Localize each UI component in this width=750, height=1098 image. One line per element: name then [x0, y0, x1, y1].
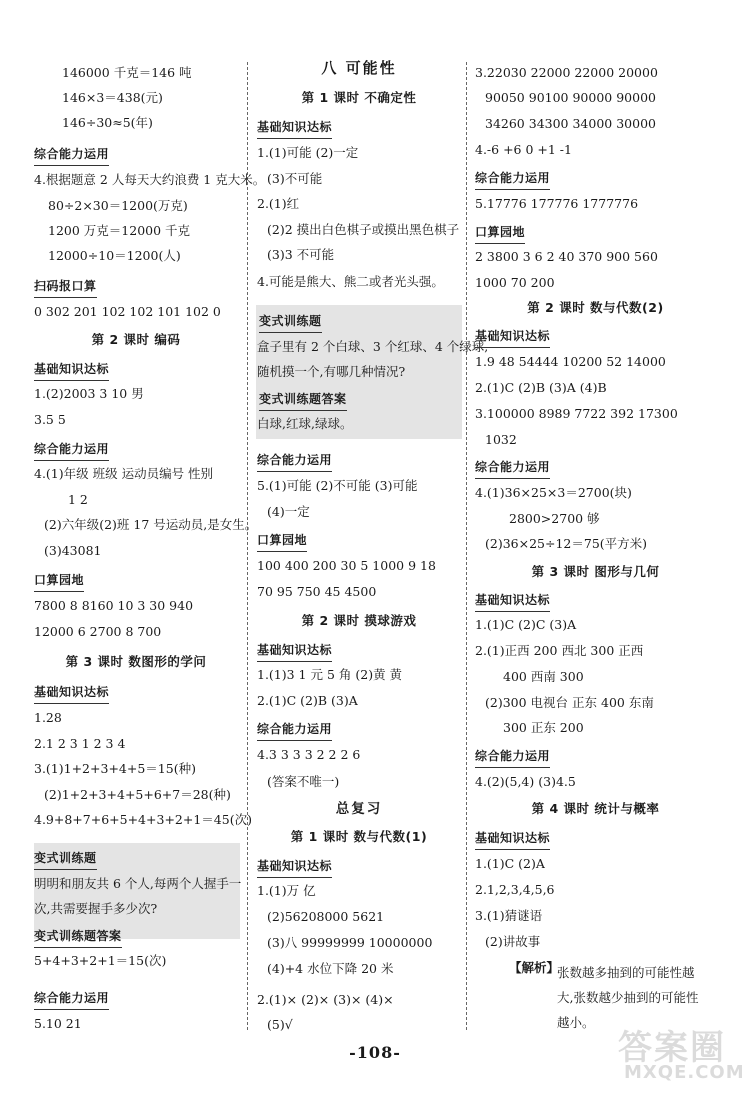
watermark-line2: MXQE.COM: [624, 1062, 745, 1083]
answer-line: (2)36×25÷12＝75(平方米): [485, 536, 648, 551]
answer-line: 2.(1)红: [257, 196, 300, 211]
section-heading: 基础知识达标: [257, 120, 333, 134]
review-title: 总复习: [335, 801, 383, 817]
section-heading: 基础知识达标: [257, 859, 333, 873]
answer-line: (2)六年级(2)班 17 号运动员,是女生。: [44, 517, 258, 532]
answer-line: 146÷30≈5(年): [62, 115, 153, 130]
answer-line: 2.(1)正西 200 西北 300 正西: [475, 643, 644, 658]
answer-line: 5+4+3+2+1＝15(次): [34, 953, 167, 968]
section-heading: 口算园地: [257, 533, 308, 547]
answer-line: 4.-6 +6 0 +1 -1: [475, 142, 572, 157]
answer-line: 3.(1)猜谜语: [475, 908, 543, 923]
answer-line: (2)2 摸出白色棋子或摸出黑色棋子: [267, 222, 460, 237]
section-heading: 综合能力运用: [475, 171, 551, 185]
question-line: 随机摸一个,有哪几种情况?: [257, 364, 406, 379]
section-heading: 基础知识达标: [257, 643, 333, 657]
answer-line: (2)300 电视台 正东 400 东南: [485, 695, 654, 710]
answer-line: (4)+4 水位下降 20 米: [267, 961, 394, 976]
answer-line: 2.1,2,3,4,5,6: [475, 882, 555, 897]
section-heading: 口算园地: [34, 573, 85, 587]
answer-line: 白球,红球,绿球。: [257, 416, 353, 431]
answer-line: 5.(1)可能 (2)不可能 (3)可能: [257, 478, 418, 493]
page-number: -108-: [349, 1043, 401, 1062]
lesson-title: 第 2 课时 摸球游戏: [301, 613, 417, 628]
answer-line: 2.(1)× (2)× (3)× (4)×: [257, 992, 394, 1007]
answer-line: 5.10 21: [34, 1016, 82, 1031]
answer-line: 1032: [485, 432, 517, 447]
answer-line: 2 3800 3 6 2 40 370 900 560: [475, 249, 658, 264]
answer-line: 0 302 201 102 102 101 102 0: [34, 304, 221, 319]
lesson-title: 第 2 课时 数与代数(2): [527, 300, 664, 315]
section-heading: 基础知识达标: [475, 329, 551, 343]
section-heading: 基础知识达标: [34, 685, 110, 699]
section-heading: 扫码报口算: [34, 279, 97, 293]
question-line: 盒子里有 2 个白球、3 个红球、4 个绿球,: [257, 339, 489, 354]
answer-line: 7800 8 8160 10 3 30 940: [34, 598, 194, 613]
column-divider-left: [247, 62, 248, 1030]
watermark-line1: 答案圈: [618, 1028, 726, 1068]
section-heading: 口算园地: [475, 225, 526, 239]
answer-line: 4.(2)(5,4) (3)4.5: [475, 774, 576, 789]
section-heading: 变式训练题: [259, 314, 322, 328]
answer-line: 4.3 3 3 3 2 2 2 6: [257, 747, 361, 762]
answer-line: 12000 6 2700 8 700: [34, 624, 162, 639]
section-heading: 综合能力运用: [34, 991, 110, 1005]
lesson-title: 第 3 课时 数图形的学问: [65, 654, 207, 669]
section-heading: 综合能力运用: [34, 442, 110, 456]
answer-line: (3)3 不可能: [267, 247, 335, 262]
answer-line: 4.9+8+7+6+5+4+3+2+1＝45(次): [34, 812, 252, 827]
section-heading: 综合能力运用: [257, 453, 333, 467]
section-heading: 综合能力运用: [257, 722, 333, 736]
answer-line: 80÷2×30＝1200(万克): [48, 198, 188, 213]
answer-line: 2.(1)C (2)B (3)A (4)B: [475, 380, 607, 395]
answer-line: 5.17776 177776 1777776: [475, 196, 639, 211]
answer-line: 90050 90100 90000 90000: [485, 90, 656, 105]
section-heading: 基础知识达标: [475, 593, 551, 607]
answer-line: 146×3＝438(元): [62, 90, 163, 105]
answer-line: (4)一定: [267, 504, 310, 519]
answer-line: 1.(1)C (2)A: [475, 856, 545, 871]
unit-title: 八 可能性: [321, 59, 397, 77]
answer-line: (2)讲故事: [485, 934, 541, 949]
lesson-title: 第 1 课时 不确定性: [301, 90, 417, 105]
analysis-text: 张数越多抽到的可能性越大,张数越少抽到的可能性越小。: [557, 965, 699, 1030]
answer-line: 146000 千克＝146 吨: [62, 65, 192, 80]
section-heading: 综合能力运用: [34, 147, 110, 161]
answer-line: 1.(1)万 亿: [257, 883, 316, 898]
answer-line: 1000 70 200: [475, 275, 555, 290]
answer-line: 100 400 200 30 5 1000 9 18: [257, 558, 436, 573]
answer-line: (2)56208000 5621: [267, 909, 385, 924]
answer-line: 1.9 48 54444 10200 52 14000: [475, 354, 666, 369]
answer-line: 3.(1)1+2+3+4+5＝15(种): [34, 761, 196, 776]
answer-line: 12000÷10＝1200(人): [48, 248, 181, 263]
answer-line: 4.根据题意 2 人每天大约浪费 1 克大米。: [34, 172, 266, 187]
answer-line: 34260 34300 34000 30000: [485, 116, 656, 131]
section-heading: 基础知识达标: [34, 362, 110, 376]
section-heading: 综合能力运用: [475, 749, 551, 763]
answer-line: 1.(1)C (2)C (3)A: [475, 617, 577, 632]
answer-line: 300 正东 200: [503, 720, 584, 735]
section-heading: 变式训练题: [34, 851, 97, 865]
section-heading: 基础知识达标: [475, 831, 551, 845]
answer-line: 3.5 5: [34, 412, 66, 427]
answer-line: (3)43081: [44, 543, 102, 558]
section-heading: 变式训练题答案: [34, 929, 122, 943]
answer-line: 4.(1)36×25×3＝2700(块): [475, 485, 632, 500]
answer-line: 4.(1)年级 班级 运动员编号 性别: [34, 466, 214, 481]
answer-line: 2800>2700 够: [509, 511, 600, 526]
answer-line: 4.可能是熊大、熊二或者光头强。: [257, 274, 444, 289]
answer-line: 3.22030 22000 22000 20000: [475, 65, 658, 80]
answer-line: 1200 万克＝12000 千克: [48, 223, 191, 238]
question-line: 明明和朋友共 6 个人,每两个人握手一: [34, 876, 242, 891]
answer-line: 3.100000 8989 7722 392 17300: [475, 406, 678, 421]
answer-line: (2)1+2+3+4+5+6+7＝28(种): [44, 787, 231, 802]
answer-line: (5)√: [267, 1017, 293, 1032]
answer-line: 1.28: [34, 710, 62, 725]
section-heading: 综合能力运用: [475, 460, 551, 474]
column-divider-right: [466, 62, 467, 1030]
lesson-title: 第 3 课时 图形与几何: [531, 564, 660, 579]
answer-line: 400 西南 300: [503, 669, 584, 684]
lesson-title: 第 1 课时 数与代数(1): [290, 829, 428, 844]
answer-line: (3)不可能: [267, 171, 323, 186]
answer-line: 2.1 2 3 1 2 3 4: [34, 736, 126, 751]
answer-line: 70 95 750 45 4500: [257, 584, 377, 599]
analysis-tag: 【解析】: [509, 960, 560, 975]
watermark-logo: [618, 1020, 745, 1090]
answer-line: (3)八 99999999 10000000: [267, 935, 433, 950]
answer-line: 1.(2)2003 3 10 男: [34, 386, 144, 401]
answer-line: 1.(1)可能 (2)一定: [257, 145, 359, 160]
answer-line: 1.(1)3 1 元 5 角 (2)黄 黄: [257, 667, 403, 682]
lesson-title: 第 4 课时 统计与概率: [531, 801, 660, 816]
lesson-title: 第 2 课时 编码: [91, 332, 181, 347]
question-line: 次,共需要握手多少次?: [34, 901, 158, 916]
section-heading: 变式训练题答案: [259, 392, 347, 406]
answer-line: 2.(1)C (2)B (3)A: [257, 693, 358, 708]
answer-line: (答案不唯一): [267, 774, 340, 789]
answer-line: 1 2: [68, 492, 88, 507]
